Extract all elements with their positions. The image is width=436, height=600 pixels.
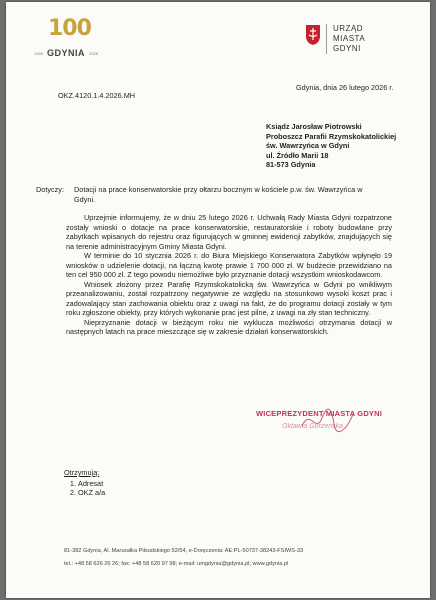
recipient-line: św. Wawrzyńca w Gdyni (266, 141, 350, 150)
recipient-address (266, 122, 396, 170)
recipient-line: Proboszcz Parafii Rzymskokatolickiej (266, 131, 397, 141)
cc-label: Otrzymują: (64, 468, 100, 477)
logo-year-end: 2026 (89, 51, 98, 56)
office-name (326, 24, 405, 54)
signature-stamp-name: Oktawia Gorzeńska (282, 423, 344, 430)
office-line: MIASTA (333, 34, 366, 43)
footer-contact: tel.: +48 58 626 26 26; fax: +48 58 620 97 98; e-mail: umgdynia@gdynia.pl; www.gdynia.pl (64, 561, 289, 567)
body-paragraph: Nieprzyznanie dotacji w bieżącym roku nie wyklucza możliwości otrzymania dotacji w następnych latach na prace mieszczące się w zakresie działań konserwatorskich. (66, 317, 392, 336)
subject-text: Dotacji na prace konserwatorskie przy ołtarzu bocznym w kościele p.w. św. Wawrzyńca w Gdyni. (74, 185, 363, 204)
body-paragraph: Uprzejmie informujemy, że w dniu 25 lutego 2026 r. Uchwałą Rady Miasta Gdyni rozpatrzone zostały wnioski o dotacje na prace konserwatorskie, restauratorskie i roboty budowlane przy zabytkach wpisanych do rejestru oraz figurujących w gminnej ewidencji zabytków, znajdujących się na terenie administracyjnym Gminy Miasta Gdyni. (66, 213, 392, 251)
footer-address: 81-382 Gdynia, Al. Marszałka Piłsudskiego 52/54, e-Doręczenia: AE:PL-50737-38243-FSIWS-33 (64, 548, 304, 554)
reference-number: OKZ.4120.1.4.2026.MH (58, 91, 136, 100)
office-line: GDYNI (333, 44, 361, 53)
subject-label: Dotyczy: (36, 185, 64, 194)
recipient-line: Ksiądz Jarosław Piotrowski (266, 122, 362, 131)
body-paragraph: Wniosek złożony przez Parafię Rzymskokatolicką św. Wawrzyńca w Gdyni po wnikliwym przeanalizowaniu, został rozpatrzony negatywnie ze względu na stosunkowo wysoki koszt prac i zadowalający stan zachowania obiektu oraz z uwagi na fakt, że do programu dotacji zostały w tym roku zgłoszone obiekty, przy których wykonanie prac jest pilne, z uwagi na zły stan techniczny. (66, 279, 392, 317)
logo-year-start: 1926 (34, 51, 43, 56)
handwritten-signature (298, 404, 358, 439)
body-paragraph: W terminie do 10 stycznia 2026 r. do Biura Miejskiego Konserwatora Zabytków wpłynęło 19 wniosków o udzielenie dotacji, na łączną kwotę prawie 1 700 000 zł. W budżecie przewidziano na ten cel 950 000 zł. Z tego powodu niemożliwe było przyznanie dotacji wszystkim wnioskodawcom. (66, 251, 392, 279)
footer (64, 545, 303, 571)
letter-body (66, 213, 392, 337)
cc-item: 1. Adresat (78, 479, 105, 489)
recipients-list (64, 468, 105, 498)
coat-of-arms-icon (305, 24, 321, 46)
gdynia-100-logo (28, 16, 102, 60)
logo-city: GDYNIA (46, 48, 85, 58)
letter-date: Gdynia, dnia 26 lutego 2026 r. (296, 83, 394, 92)
recipient-line: ul. Źródło Marii 18 (266, 150, 329, 160)
cc-item: 2. OKZ a/a (78, 488, 105, 498)
letter-page (6, 2, 430, 598)
logo-number: 100 (48, 16, 91, 41)
recipient-line: 81-573 Gdynia (266, 160, 316, 169)
office-line: URZĄD (333, 24, 364, 33)
signature-stamp-title: WICEPREZYDENT MIASTA GDYNI (256, 409, 383, 418)
